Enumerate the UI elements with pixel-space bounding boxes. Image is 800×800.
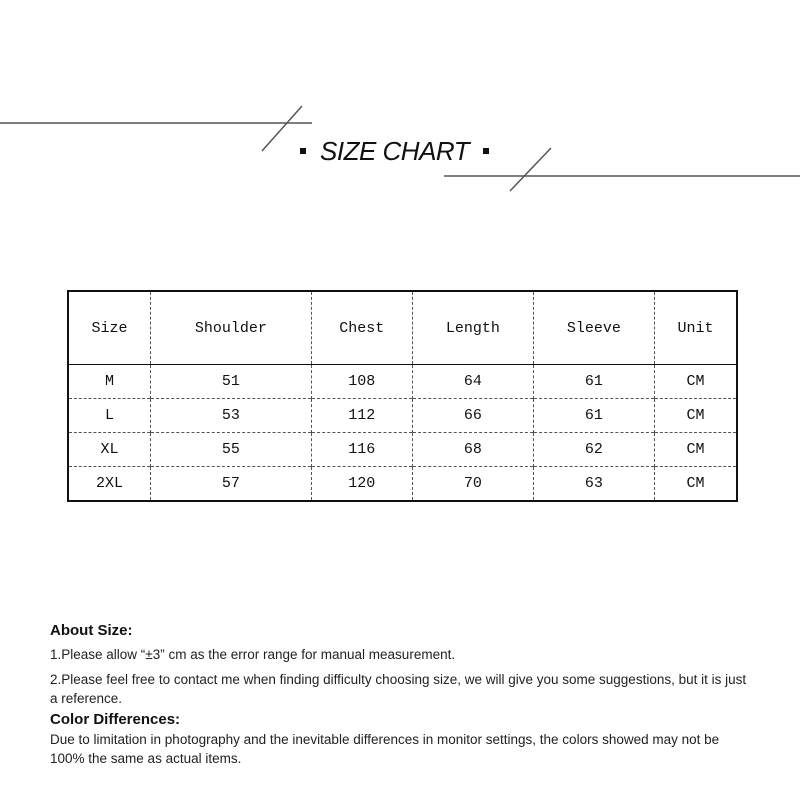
decor-slash-right	[510, 148, 551, 191]
about-size-note-2: 2.Please feel free to contact me when finding difficulty choosing size, we will give you some suggestions, but it is just a reference.	[50, 672, 747, 706]
cell-size: XL	[68, 433, 151, 467]
color-differences-note: Due to limitation in photography and the inevitable differences in monitor settings, the colors showed may not be 100% the same as actual items.	[50, 732, 720, 766]
cell-unit: CM	[654, 365, 737, 399]
table-row	[68, 399, 737, 433]
cell-size: L	[68, 399, 151, 433]
cell-chest: 120	[311, 467, 412, 502]
cell-chest: 112	[311, 399, 412, 433]
title-block	[300, 134, 489, 168]
header-size: Size	[68, 291, 151, 365]
bullet-icon	[483, 148, 489, 154]
header-length: Length	[412, 291, 533, 365]
notes-section	[50, 622, 750, 768]
cell-unit: CM	[654, 433, 737, 467]
cell-shoulder: 55	[151, 433, 312, 467]
table-row	[68, 467, 737, 502]
page-title: SIZE CHART	[320, 135, 470, 166]
decor-slash-left	[262, 106, 302, 151]
table-header-row	[68, 291, 737, 365]
cell-shoulder: 53	[151, 399, 312, 433]
cell-size: 2XL	[68, 467, 151, 502]
header-shoulder: Shoulder	[151, 291, 312, 365]
about-size-heading: About Size:	[50, 622, 133, 639]
header-chest: Chest	[311, 291, 412, 365]
cell-chest: 116	[311, 433, 412, 467]
cell-sleeve: 63	[533, 467, 654, 502]
bullet-icon	[300, 148, 306, 154]
cell-unit: CM	[654, 467, 737, 502]
cell-sleeve: 62	[533, 433, 654, 467]
cell-shoulder: 51	[151, 365, 312, 399]
cell-sleeve: 61	[533, 399, 654, 433]
cell-unit: CM	[654, 399, 737, 433]
cell-sleeve: 61	[533, 365, 654, 399]
cell-shoulder: 57	[151, 467, 312, 502]
table-row	[68, 433, 737, 467]
title-decoration	[0, 0, 800, 240]
color-differences-heading: Color Differences:	[50, 711, 181, 728]
header-sleeve: Sleeve	[533, 291, 654, 365]
header-unit: Unit	[654, 291, 737, 365]
cell-size: M	[68, 365, 151, 399]
about-size-note-1: 1.Please allow “±3” cm as the error range for manual measurement.	[50, 647, 456, 662]
cell-length: 64	[412, 365, 533, 399]
cell-length: 70	[412, 467, 533, 502]
cell-length: 68	[412, 433, 533, 467]
cell-length: 66	[412, 399, 533, 433]
table-row	[68, 365, 737, 399]
cell-chest: 108	[311, 365, 412, 399]
size-table	[67, 290, 738, 502]
